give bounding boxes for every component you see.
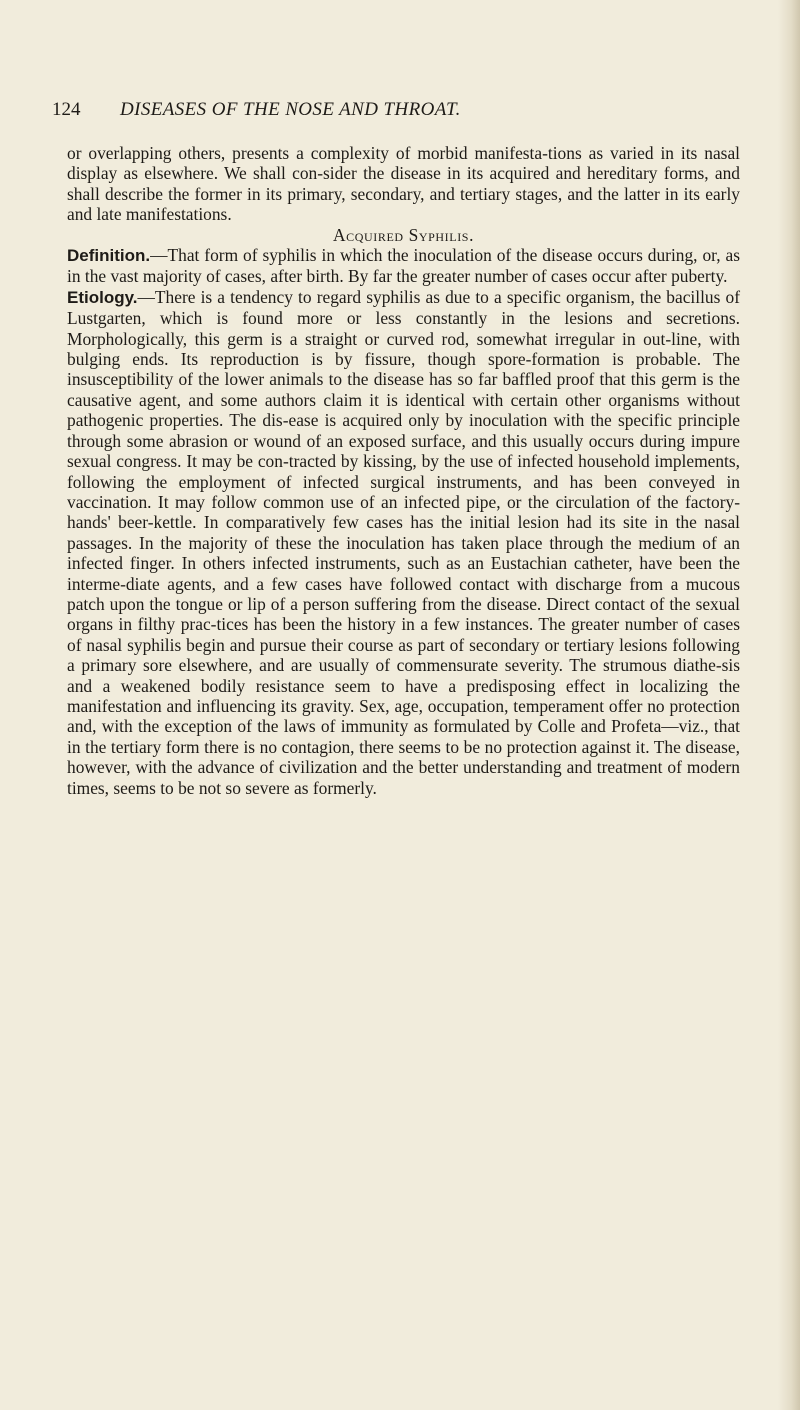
definition-paragraph — [67, 245, 740, 287]
etiology-text: —There is a tendency to regard syphilis as due to a specific organism, the bacillus of Lustgarten, which is found more or less constantly in the lesions and secretions. Morphologically, this germ is a straight or curved rod, somewhat irregular in out-line, with bulging ends. Its reproduction is by fissure, though spore-formation is probable. The insusceptibility of the lower animals to the disease has so far baffled proof that this germ is the causative agent, and some authors claim it is identical with certain other organisms without pathogenic properties. The dis-ease is acquired only by inoculation with the specific principle through some abrasion or wound of an exposed surface, and this usually occurs during impure sexual congress. It may be con-tracted by kissing, by the use of infected household implements, following the employment of infected surgical instruments, and has been conveyed in vaccination. It may follow common use of an infected pipe, or the circulation of the factory-hands' beer-kettle. In comparatively few cases has the initial lesion had its site in the nasal passages. In the majority of these the inoculation has taken place through the medium of an infected finger. In others infected instruments, such as an Eustachian catheter, have been the interme-diate agents, and a few cases have followed contact with discharge from a mucous patch upon the tongue or lip of a person suffering from the disease. Direct contact of the sexual organs in filthy prac-tices has been the history in a few instances. The greater number of cases of nasal syphilis begin and pursue their course as part of secondary or tertiary lesions following a primary sore elsewhere, and are usually of commensurate severity. The strumous diathe-sis and a weakened bodily resistance seem to have a predisposing effect in localizing the manifestation and influencing its gravity. Sex, age, occupation, temperament offer no protection and, with the exception of the laws of immunity as formulated by Colle and Profeta—viz., that in the tertiary form there is no contagion, there seems to be no protection against it. The disease, however, with the advance of civilization and the better understanding and treatment of modern times, seems to be not so severe as formerly. — [67, 286, 740, 798]
etiology-paragraph — [67, 287, 740, 798]
section-heading: Acquired Syphilis. — [332, 224, 475, 245]
definition-label: Definition. — [67, 246, 151, 266]
intro-paragraph: or overlapping others, presents a complexity of morbid manifesta-tions as varied in its nasal display as elsewhere. We shall con-sider the disease in its acquired and hereditary forms, and shall describe the former in its primary, secondary, and tertiary stages, and the latter in its early and late manifestations. — [67, 143, 740, 225]
definition-text: —That form of syphilis in which the inoculation of the disease occurs during, or, as in the vast majority of cases, after birth. By far the greater number of cases occur after puberty. — [67, 245, 740, 287]
etiology-label: Etiology. — [67, 287, 138, 307]
page-edge-shadow — [778, 0, 800, 1410]
page-number: 124 — [52, 99, 81, 120]
running-head — [52, 96, 752, 124]
running-title: DISEASES OF THE NOSE AND THROAT. — [120, 99, 461, 120]
body-text — [67, 143, 740, 798]
